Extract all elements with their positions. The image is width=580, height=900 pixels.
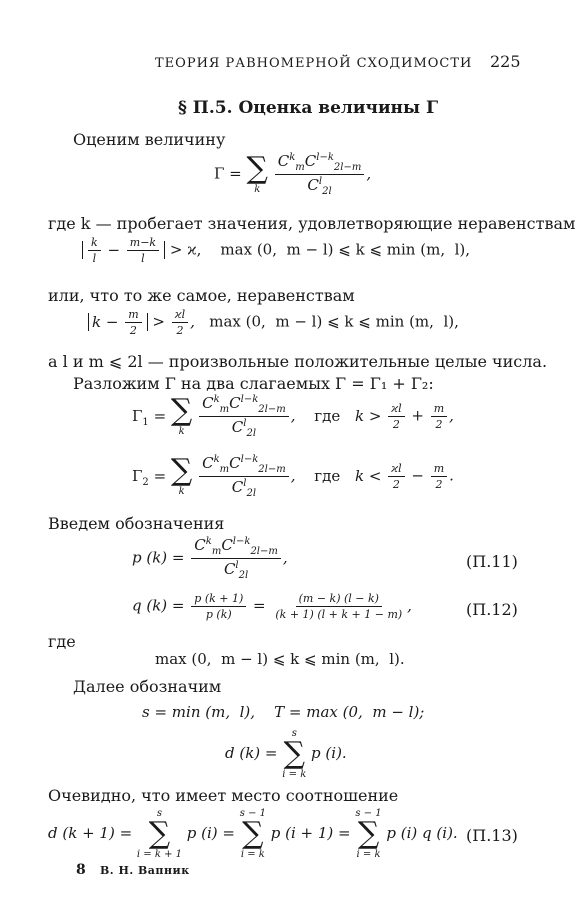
equation-gamma1: $\Gamma_1$ = ∑ k $\frac{C^k_mC^{l-k}_{2l-m}}{C^l_{2l}}$ , где k > $\frac{ϰl}{2}$ + $\frac{m}{2}$ , bbox=[132, 393, 454, 439]
equation-d: d (k) = s ∑ i = k p (i). bbox=[225, 728, 347, 780]
equation-s-t: s = min (m, l), T = max (0, m − l); bbox=[142, 703, 425, 721]
where-label-1: где bbox=[314, 406, 341, 425]
inequality-1: $\frac{k}{l}$ − $\frac{m-k}{l}$ > ϰ, max (0, m − l) ⩽ k ⩽ min (m, l), bbox=[82, 236, 470, 265]
paragraph-split: Разложим Γ на два слагаемых Γ = Γ₁ + Γ₂: bbox=[73, 374, 434, 393]
paragraph-intro: Оценим величину bbox=[73, 130, 226, 149]
paragraph-introduce: Введем обозначения bbox=[48, 514, 225, 533]
paragraph-or-same: или, что то же самое, неравенствам bbox=[48, 286, 355, 305]
equation-d-k-plus-1: d (k + 1) = s ∑ i = k + 1 p (i) = s − 1 ∑ i = k p (i + 1) = s − 1 ∑ i = k p (i) q (i). bbox=[48, 808, 458, 860]
label-p12: (П.12) bbox=[466, 600, 518, 619]
equation-gamma2: $\Gamma_2$ = ∑ k $\frac{C^k_mC^{l-k}_{2l-m}}{C^l_{2l}}$ , где k < $\frac{ϰl}{2}$ − $\frac{m}{2}$ . bbox=[132, 453, 454, 499]
equation-gamma: Γ = ∑ k $\frac{C^k_mC^{l-k}_{2l-m}}{C^l_{2l}}$ , bbox=[214, 151, 372, 197]
label-p11: (П.11) bbox=[466, 552, 518, 571]
paragraph-obviously: Очевидно, что имеет место соотношение bbox=[48, 786, 399, 805]
where-label-2: где bbox=[314, 466, 341, 485]
section-title: § П.5. Оценка величины Γ bbox=[178, 98, 439, 118]
equation-p: p (k) = $\frac{C^k_mC^{l-k}_{2l-m}}{C^l_{2l}}$ , bbox=[132, 536, 288, 581]
paragraph-where-k: где k — пробегает значения, удовлетворяющие неравенствам bbox=[48, 214, 576, 233]
paragraph-where-3: где bbox=[48, 632, 76, 651]
page-number: 225 bbox=[490, 52, 521, 71]
paragraph-denote: Далее обозначим bbox=[73, 677, 222, 696]
running-title: ТЕОРИЯ РАВНОМЕРНОЙ СХОДИМОСТИ bbox=[155, 56, 473, 71]
inequality-2: k − $\frac{m}{2}$ > $\frac{ϰl}{2}$ , max (0, m − l) ⩽ k ⩽ min (m, l), bbox=[88, 308, 459, 337]
paragraph-l-m: a l и m ⩽ 2l — произвольные положительные целые числа. bbox=[48, 352, 548, 371]
equation-range: max (0, m − l) ⩽ k ⩽ min (m, l). bbox=[155, 650, 405, 668]
equation-q: q (k) = $\frac{p (k + 1)}{p (k)}$ = $\frac{(m - k) (l - k)}{(k + 1) (l + k + 1 - m)}$ , bbox=[132, 592, 412, 621]
label-p13: (П.13) bbox=[466, 826, 518, 845]
footer-author: В. Н. Вапник bbox=[100, 864, 190, 877]
signature-number: 8 bbox=[76, 862, 86, 878]
